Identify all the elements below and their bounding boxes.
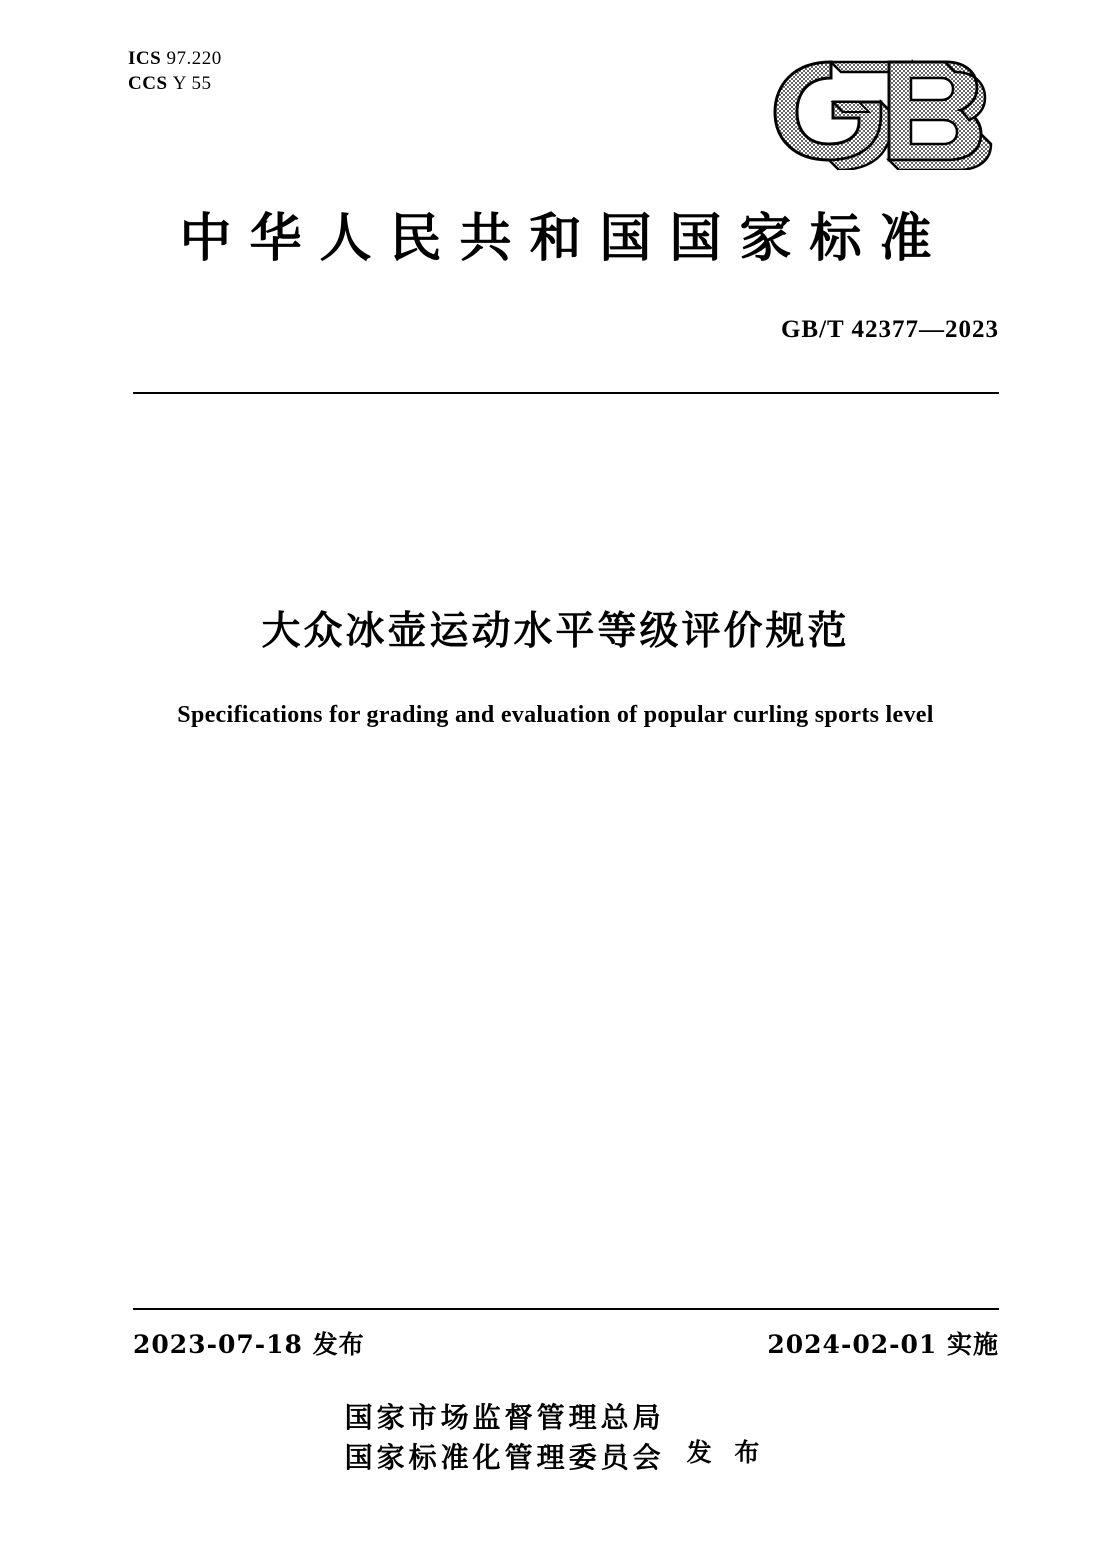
publisher-line-2: 国家标准化管理委员会 <box>344 1441 665 1474</box>
document-title-chinese: 大众冰壶运动水平等级评价规范 <box>261 608 850 654</box>
effective-date: 2024-02-01 实施 <box>767 1330 999 1359</box>
ics-value: 97.220 <box>166 48 222 69</box>
standard-number: GB/T 42377—2023 <box>780 316 999 343</box>
page-title: 中华人民共和国国家标准 <box>179 208 950 269</box>
gb-logo-icon <box>763 50 993 170</box>
divider-bottom <box>133 1308 999 1310</box>
publisher-names <box>345 1398 665 1478</box>
divider-top <box>133 392 999 394</box>
classification-codes <box>128 46 222 96</box>
ics-label: ICS <box>128 48 162 69</box>
publisher-verb: 发 布 <box>686 1438 767 1467</box>
ccs-value: Y 55 <box>172 73 212 94</box>
publisher-block <box>0 1398 1111 1478</box>
ccs-line <box>128 71 222 96</box>
publisher-line-1: 国家市场监督管理总局 <box>344 1401 665 1434</box>
ics-line <box>128 46 222 71</box>
ccs-label: CCS <box>128 73 168 94</box>
issue-date: 2023-07-18 发布 <box>133 1330 365 1359</box>
document-title-english: Specifications for grading and evaluation of popular curling sports level <box>177 702 934 728</box>
